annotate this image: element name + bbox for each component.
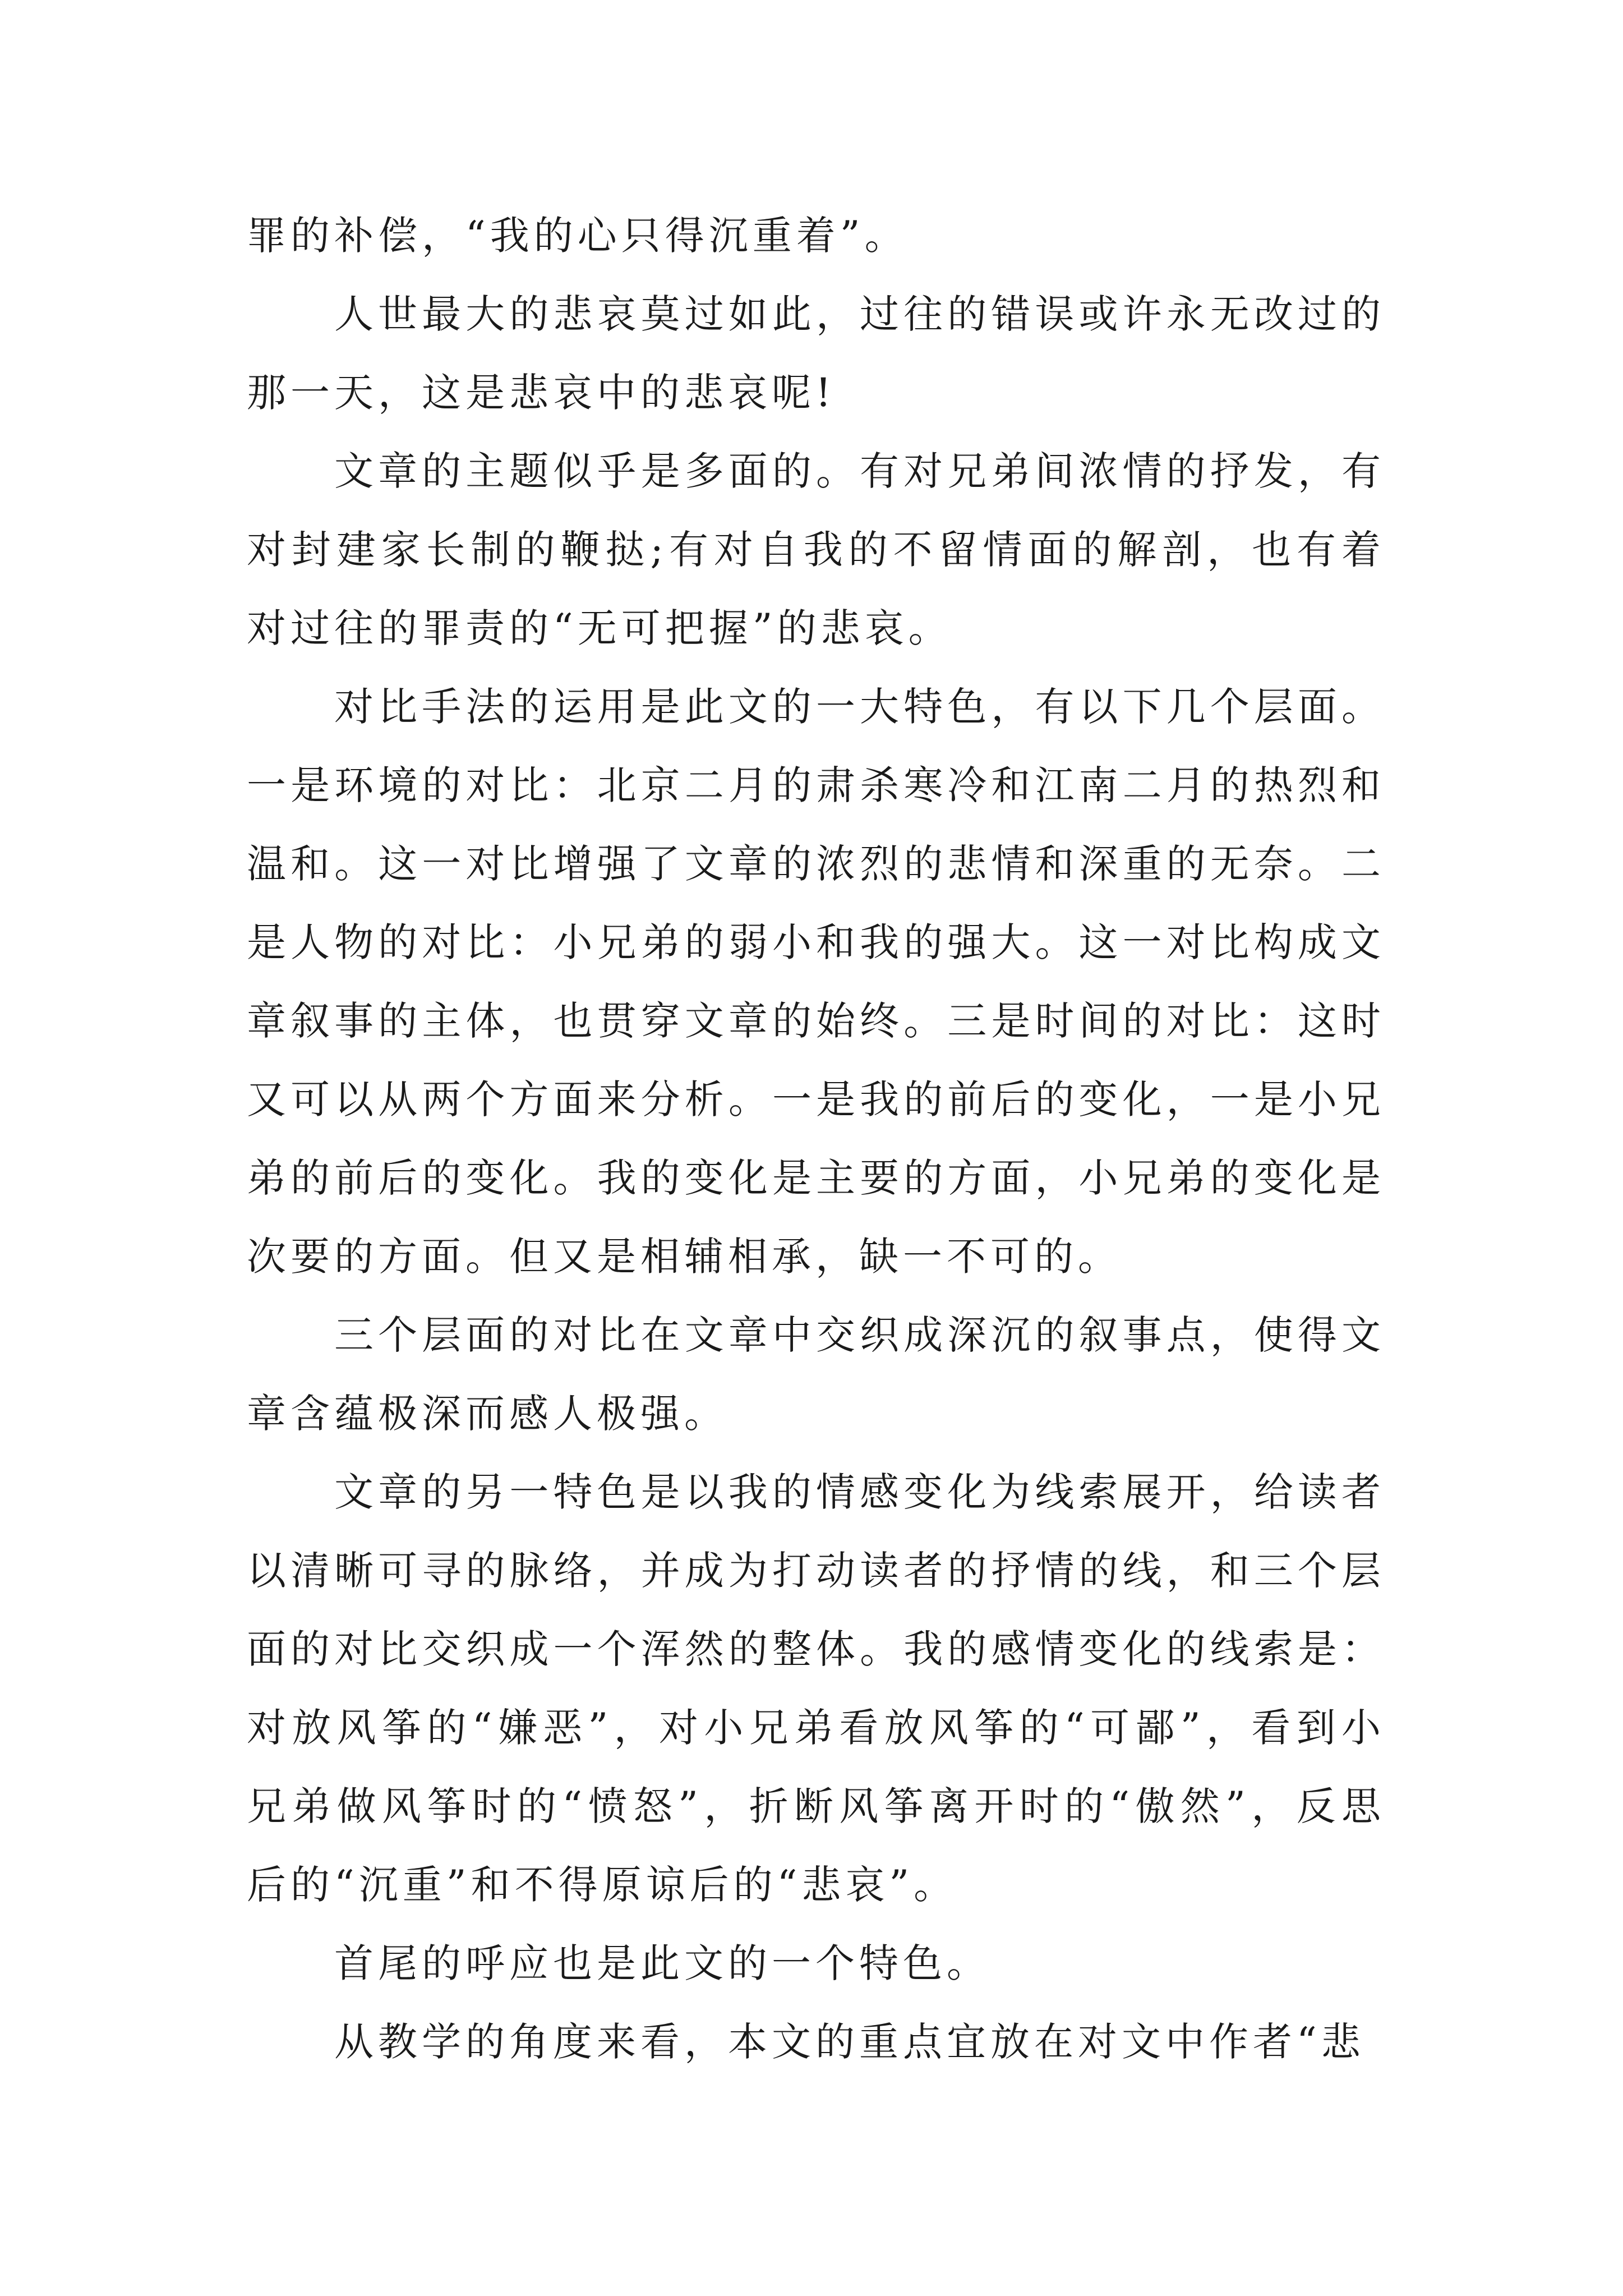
paragraph-cut-off: 从教学的角度来看，本文的重点宜放在对文中作者“悲: [334, 2019, 1365, 2065]
paragraph: 三个层面的对比在文章中交织成深沉的叙事点，使得文章含蕴极深而感人极强。: [247, 1312, 1385, 1437]
paragraph: 文章的主题似乎是多面的。有对兄弟间浓情的抒发，有对封建家长制的鞭挞;有对自我的不留情面的解剖，也有着对过往的罪责的“无可把握”的悲哀。: [247, 448, 1385, 651]
body-text: [247, 196, 1385, 2081]
paragraph: 首尾的呼应也是此文的一个特色。: [334, 1940, 990, 1986]
paragraph: 对比手法的运用是此文的一大特色，有以下几个层面。一是环境的对比：北京二月的肃杀寒冷和江南二月的热烈和温和。这一对比增强了文章的浓烈的悲情和深重的无奈。二是人物的对比：小兄弟的弱小和我的强大。这一对比构成文章叙事的主体，也贯穿文章的始终。三是时间的对比：这时又可以从两个方面来分析。一是我的前后的变化，一是小兄弟的前后的变化。我的变化是主要的方面，小兄弟的变化是次要的方面。但又是相辅相承，缺一不可的。: [247, 684, 1385, 1280]
paragraph-continuation: 罪的补偿，“我的心只得沉重着”。: [247, 213, 909, 259]
paragraph: 文章的另一特色是以我的情感变化为线索展开，给读者以清晰可寻的脉络，并成为打动读者的抒情的线，和三个层面的对比交织成一个浑然的整体。我的感情变化的线索是：对放风筝的“嫌恶”，对小兄弟看放风筝的“可鄙”，看到小兄弟做风筝时的“愤怒”，折断风筝离开时的“傲然”，反思后的“沉重”和不得原谅后的“悲哀”。: [247, 1469, 1385, 1908]
paragraph: 人世最大的悲哀莫过如此，过往的错误或许永无改过的那一天，这是悲哀中的悲哀呢!: [247, 291, 1385, 416]
